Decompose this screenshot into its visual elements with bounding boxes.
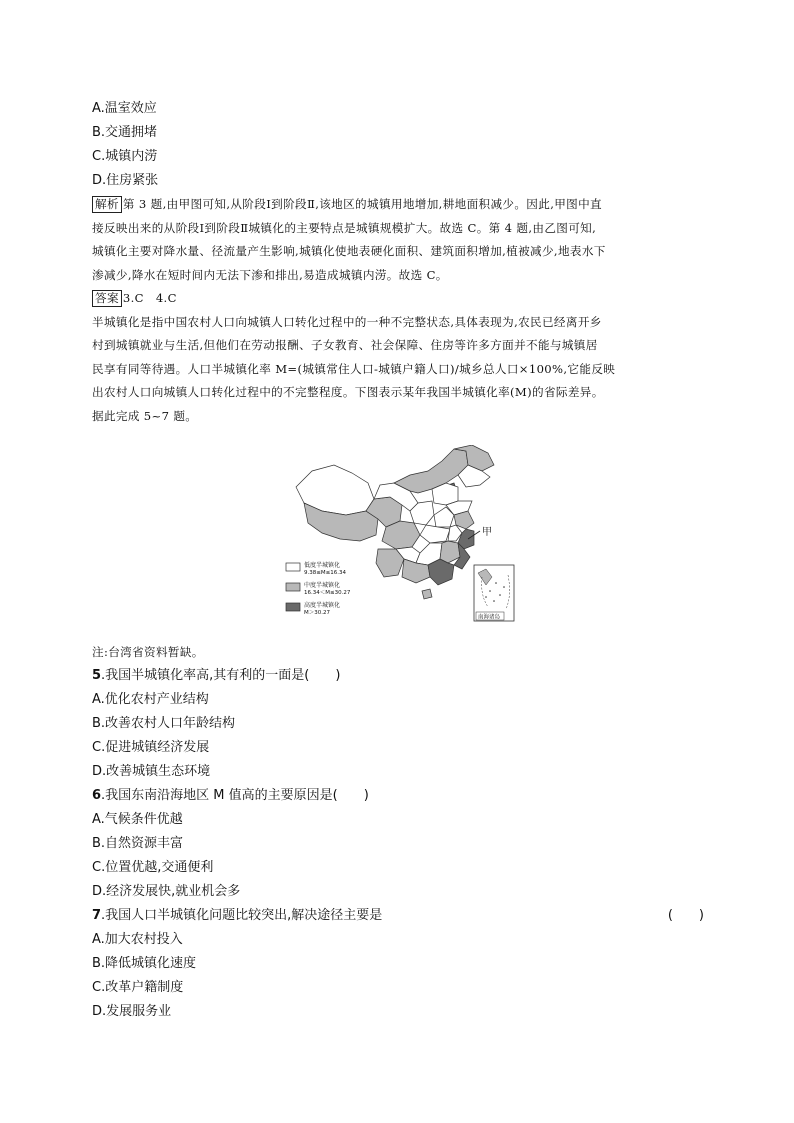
question-7 (92, 904, 704, 928)
legend-low-range: 9.38≤M≤16.34 (304, 570, 346, 576)
legend-low-name: 低度半城镇化 (304, 562, 341, 569)
intro-line: 村到城镇就业与生活,但他们在劳动报酬、子女教育、社会保障、住房等许多方面并不能与城镇居 (92, 338, 598, 352)
region-guangdong (428, 559, 454, 585)
q5-option: B.改善农村人口年龄结构 (92, 716, 236, 731)
analysis-tag: 解析 (92, 196, 122, 213)
legend-high-name: 高度半城镇化 (304, 602, 341, 609)
map-legend (286, 561, 351, 616)
legend-swatch-low (286, 563, 300, 571)
intro-line: 半城镇化是指中国农村人口向城镇人口转化过程中的一种不完整状态,具体表现为,农民已经离开乡 (92, 314, 602, 329)
answer-tag: 答案 (92, 290, 122, 307)
intro-passage (92, 311, 704, 429)
inset-label: 南海诸岛 (478, 614, 501, 621)
region-jiangxi (440, 541, 460, 563)
analysis-block (92, 193, 704, 287)
question-stem: .我国东南沿海地区 M 值高的主要原因是( ) (101, 788, 369, 803)
question-number: 6 (92, 788, 102, 803)
q7-option: A.加大农村投入 (92, 932, 183, 947)
q6-option: A.气候条件优越 (92, 812, 183, 827)
marker-label: 甲 (482, 527, 492, 538)
map-note: 注:台湾省资料暂缺。 (92, 645, 204, 659)
analysis-line: 第 3 题,由甲图可知,从阶段Ⅰ到阶段Ⅱ,该地区的城镇用地增加,耕地面积减少。因此,甲图中直 (122, 197, 603, 211)
option-c: C.城镇内涝 (92, 149, 158, 164)
analysis-line: 渗减少,降水在短时间内无法下渗和排出,易造成城镇内涝。故选 C。 (92, 267, 448, 282)
answer-block (92, 287, 704, 311)
intro-line: 据此完成 5~7 题。 (92, 408, 198, 423)
intro-line: 民享有同等待遇。人口半城镇化率 M=(城镇常住人口-城镇户籍人口)/城乡总人口×100%,它能反映 (92, 361, 616, 376)
q6-option: D.经济发展快,就业机会多 (92, 884, 241, 899)
region-hainan (422, 589, 432, 599)
answer-text: 3.C 4.C (122, 291, 177, 305)
south-china-sea-inset (474, 565, 514, 621)
question-5 (92, 664, 704, 688)
q5-option: A.优化农村产业结构 (92, 692, 209, 707)
intro-line: 出农村人口向城镇人口转化过程中的不完整程度。下图表示某年我国半城镇化率(M)的省际差异。 (92, 385, 604, 399)
question-number: 7 (92, 908, 102, 923)
region-hubei (420, 525, 450, 543)
china-map (282, 445, 520, 623)
q5-option: D.改善城镇生态环境 (92, 764, 211, 779)
q7-option: C.改革户籍制度 (92, 980, 184, 995)
option-b: B.交通拥堵 (92, 125, 158, 140)
china-map-figure (282, 445, 520, 623)
legend-high-range: M＞30.27 (304, 610, 330, 616)
q7-option: D.发展服务业 (92, 1004, 172, 1019)
option-a: A.温室效应 (92, 101, 157, 116)
q7-option: B.降低城镇化速度 (92, 956, 197, 971)
analysis-line: 城镇化主要对降水量、径流量产生影响,城镇化使地表硬化面积、建筑面积增加,植被减少,地表水下 (92, 244, 606, 258)
legend-medium-range: 16.34＜M≤30.27 (304, 590, 351, 596)
answer-bracket: ( ) (667, 908, 704, 923)
question-number: 5 (92, 668, 102, 683)
q6-option: B.自然资源丰富 (92, 836, 184, 851)
legend-medium-name: 中度半城镇化 (304, 582, 341, 589)
option-d: D.住房紧张 (92, 173, 159, 188)
q6-option: C.位置优越,交通便利 (92, 860, 214, 875)
legend-swatch-medium (286, 583, 300, 591)
analysis-line: 接反映出来的从阶段Ⅰ到阶段Ⅱ城镇化的主要特点是城镇规模扩大。故选 C。第 4 题,由乙图可知, (92, 220, 597, 235)
question-stem: .我国人口半城镇化问题比较突出,解决途径主要是 (101, 908, 383, 923)
legend-swatch-high (286, 603, 300, 611)
question-6 (92, 784, 704, 808)
q5-option: C.促进城镇经济发展 (92, 740, 210, 755)
question-stem: .我国半城镇化率高,其有利的一面是( ) (101, 668, 341, 683)
